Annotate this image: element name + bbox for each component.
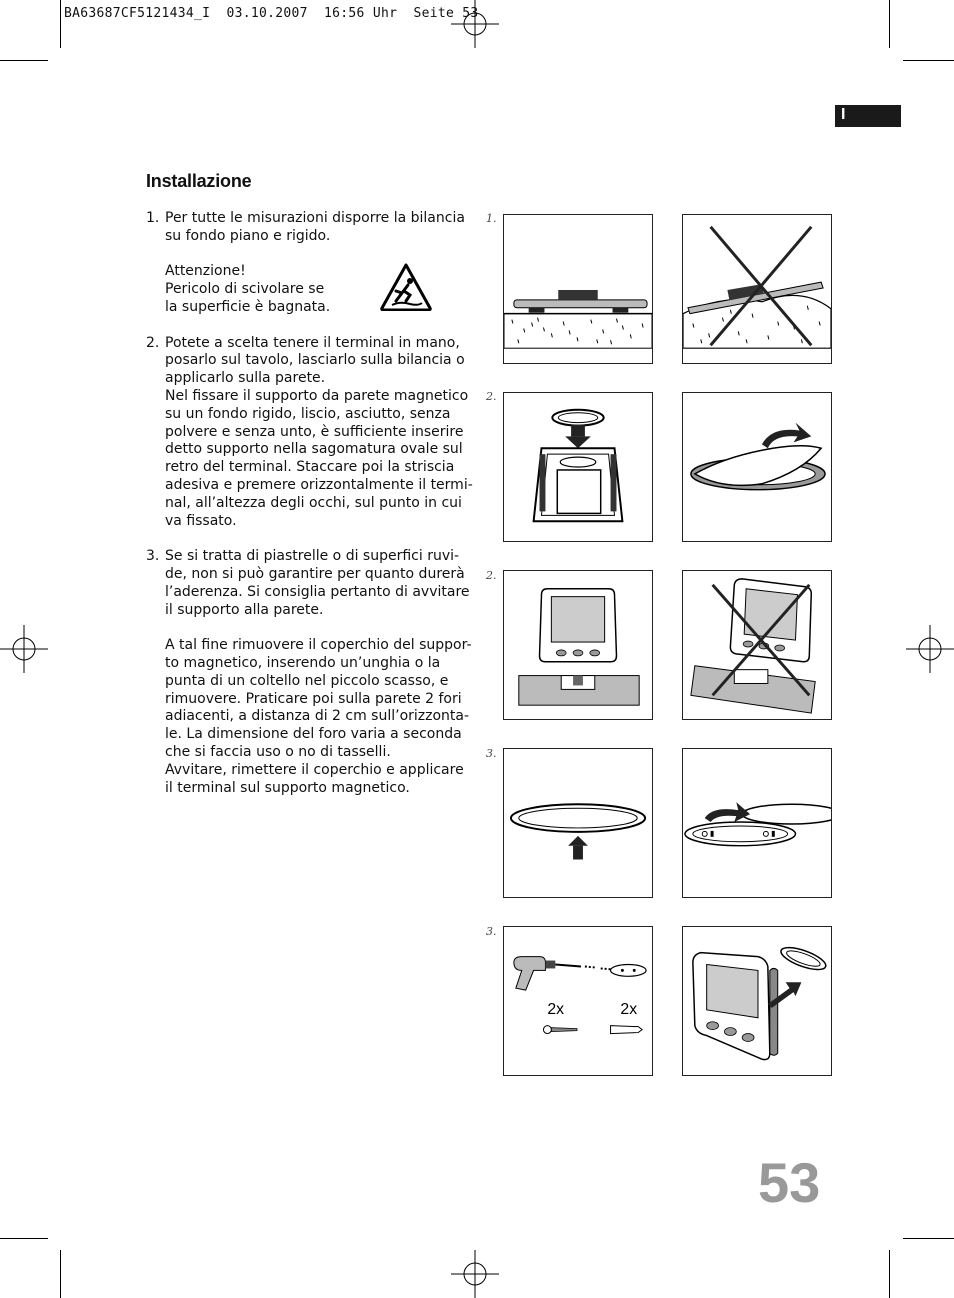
figure-terminal-on-holder	[503, 570, 653, 720]
crop-mark	[889, 0, 890, 48]
holder-cover-remove-icon	[504, 749, 652, 897]
step-line: Per tutte le misurazioni disporre la bilancia	[165, 210, 465, 226]
step-1	[146, 210, 476, 317]
step-line: detto supporto nella sagomatura ovale sul	[165, 441, 463, 458]
registration-mark-icon	[0, 625, 48, 673]
step-line: su fondo piano e rigido.	[165, 227, 331, 244]
figure-adhesive-peel	[682, 392, 832, 542]
step-line: adesiva e premere orizzontalmente il termi-	[165, 476, 473, 493]
step-number: 2.	[146, 334, 160, 351]
step-line: polvere e senza unto, è sufficiente inserire	[165, 423, 464, 440]
step-line: nal, all’altezza degli occhi, sul punto in cui	[165, 494, 462, 511]
step-line: to magnetico, inserendo un’unghia o la	[165, 654, 441, 671]
scale-on-carpet-crossed-icon	[683, 215, 831, 363]
crop-mark	[903, 1238, 954, 1239]
warning-line: la superficie è bagnata.	[165, 298, 331, 315]
step-number: 3.	[146, 548, 160, 565]
page-number: 53	[758, 1151, 821, 1214]
step-line: adiacenti, a distanza di 2 cm sull’orizzonta-	[165, 708, 470, 725]
figure-scale-on-carpet	[682, 214, 832, 364]
crop-mark	[903, 60, 954, 61]
step-line: l’aderenza. Si consiglia pertanto di avvitare	[165, 583, 470, 600]
section-title: Installazione	[146, 171, 252, 191]
holder-insert-icon	[504, 393, 652, 541]
figure-label: 2.	[486, 569, 497, 582]
holder-screw-holes-icon	[683, 749, 831, 897]
warning-line: Pericolo di scivolare se	[165, 281, 325, 298]
step-line: rimuovere. Praticare poi sulla parete 2 fori	[165, 690, 462, 707]
step-line: il terminal sul supporto magnetico.	[165, 779, 410, 796]
step-number: 1.	[146, 210, 160, 226]
crop-mark	[0, 1238, 48, 1239]
figure-drill-and-screws	[503, 926, 653, 1076]
figure-holder-screw-holes	[682, 748, 832, 898]
step-line: applicarlo sulla parete.	[165, 370, 326, 387]
crop-mark	[889, 1250, 890, 1298]
figure-label: 1.	[486, 212, 497, 225]
drill-and-screws-icon	[504, 927, 652, 1075]
step-line: posarlo sul tavolo, lasciarlo sulla bilancia o	[165, 352, 465, 369]
scale-on-floor-icon	[504, 215, 652, 363]
step-line: su un fondo rigido, liscio, asciutto, senza	[165, 405, 451, 422]
step-line: de, non si può garantire per quanto durerà	[165, 565, 465, 582]
step-line: il supporto alla parete.	[165, 601, 324, 618]
step-line: punta di un coltello nel piccolo scasso, e	[165, 672, 449, 689]
step-line: retro del terminal. Staccare poi la striscia	[165, 459, 455, 476]
figure-terminal-attach	[682, 926, 832, 1076]
adhesive-peel-icon	[683, 393, 831, 541]
figure-holder-insert	[503, 392, 653, 542]
figure-scale-on-floor	[503, 214, 653, 364]
print-header: BA63687CF5121434_I 03.10.2007 16:56 Uhr Seite 53	[64, 6, 479, 21]
slip-warning-icon	[380, 263, 432, 311]
terminal-attach-icon	[683, 927, 831, 1075]
step-line: Avvitare, rimettere il coperchio e applicare	[165, 761, 464, 778]
warning-line: Attenzione!	[165, 263, 246, 280]
terminal-on-holder-icon	[504, 571, 652, 719]
screw-count-b: 2x	[620, 1000, 638, 1018]
registration-mark-icon	[451, 1250, 499, 1298]
crop-mark	[0, 60, 48, 61]
step-line: A tal fine rimuovere il coperchio del suppor-	[165, 637, 472, 654]
figure-label: 2.	[486, 390, 497, 403]
crop-mark	[60, 0, 61, 48]
step-2	[146, 335, 476, 531]
figure-holder-cover-remove	[503, 748, 653, 898]
registration-mark-icon	[906, 625, 954, 673]
figure-terminal-tilted	[682, 570, 832, 720]
crop-mark	[60, 1250, 61, 1298]
step-line: che si faccia uso o no di tasselli.	[165, 743, 391, 760]
figure-label: 3.	[486, 747, 497, 760]
figure-label: 3.	[486, 925, 497, 938]
step-line: le. La dimensione del foro varia a seconda	[165, 726, 462, 743]
step-line: Nel fissare il supporto da parete magnetico	[165, 387, 469, 404]
screw-count-a: 2x	[547, 1000, 565, 1018]
instructions	[146, 210, 476, 797]
step-3	[146, 548, 476, 797]
step-line: Se si tratta di piastrelle o di superfici ruvi-	[165, 548, 460, 565]
language-tab: I	[835, 105, 901, 127]
step-line: Potete a scelta tenere il terminal in mano,	[165, 334, 460, 351]
slip-warning	[165, 263, 476, 316]
step-line: va fissato.	[165, 512, 237, 529]
terminal-tilted-crossed-icon	[683, 571, 831, 719]
